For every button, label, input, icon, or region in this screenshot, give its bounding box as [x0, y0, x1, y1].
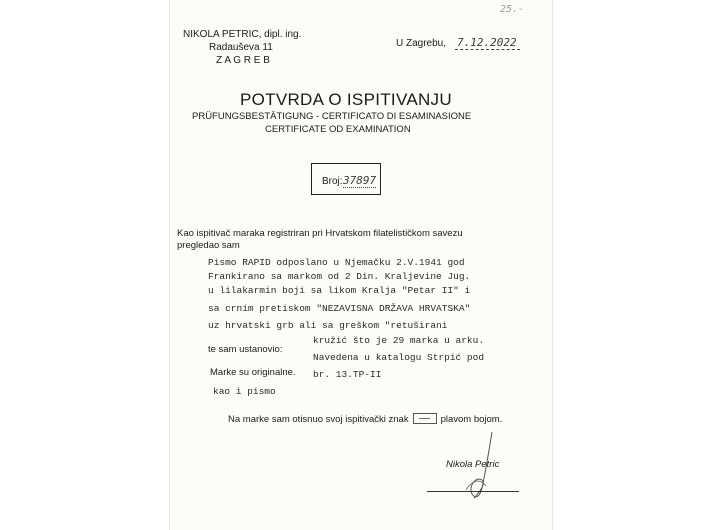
issue-date: 7.12.2022: [455, 36, 520, 50]
description-line-1: Pismo RAPID odposlano u Njemačku 2.V.1941 god: [208, 257, 465, 268]
sender-city: Z A G R E B: [216, 55, 270, 66]
description-line-3: u lilakarmin boji sa likom Kralja "Petar II" i: [208, 285, 471, 296]
place-label: U Zagrebu,: [396, 38, 447, 49]
subtitle-english: CERTIFICATE OD EXAMINATION: [265, 124, 411, 135]
stamp-note-text: Na marke sam otisnuo svoj ispitivački znak: [228, 414, 409, 426]
findings-line-1: kružić što je 29 marka u arku.: [313, 335, 485, 346]
subtitle-multilingual: PRÜFUNGSBESTÄTIGUNG - CERTIFICATO DI ESAMINASIONE: [192, 111, 472, 122]
certificate-number: 37897: [343, 174, 377, 187]
examiner-mark-icon: [413, 413, 437, 424]
intro-line-1: Kao ispitivač maraka registriran pri Hrvatskom filatelističkom savezu: [177, 228, 463, 239]
established-label: te sam ustanovio:: [208, 344, 283, 355]
description-line-4: sa crnim pretiskom "NEZAVISNA DRŽAVA HRVATSKA": [208, 303, 471, 314]
certificate-number-label: Broj:: [322, 176, 343, 187]
stamp-note: [228, 414, 502, 425]
signature-name: Nikola Petric: [446, 459, 500, 470]
stamp-note-ink: plavom bojom.: [440, 414, 503, 426]
original-statement: Marke su originalne.: [210, 367, 296, 378]
signature-line: [427, 491, 519, 492]
findings-line-2: Navedena u katalogu Strpić pod: [313, 352, 485, 363]
intro-line-2: pregledao sam: [177, 240, 240, 251]
sender-street: Radauševa 11: [209, 42, 273, 53]
corner-pencil-mark: 25.-: [500, 4, 525, 15]
description-line-5: uz hrvatski grb ali sa greškom "retuširani: [208, 320, 448, 331]
findings-line-3: br. 13.TP-II: [313, 369, 382, 380]
sender-name: NIKOLA PETRIC, dipl. ing.: [183, 29, 302, 40]
page-title: POTVRDA O ISPITIVANJU: [240, 90, 452, 109]
letter-note: kao i pismo: [213, 386, 276, 397]
description-line-2: Frankirano sa markom od 2 Din. Kraljevine Jug.: [208, 271, 471, 282]
